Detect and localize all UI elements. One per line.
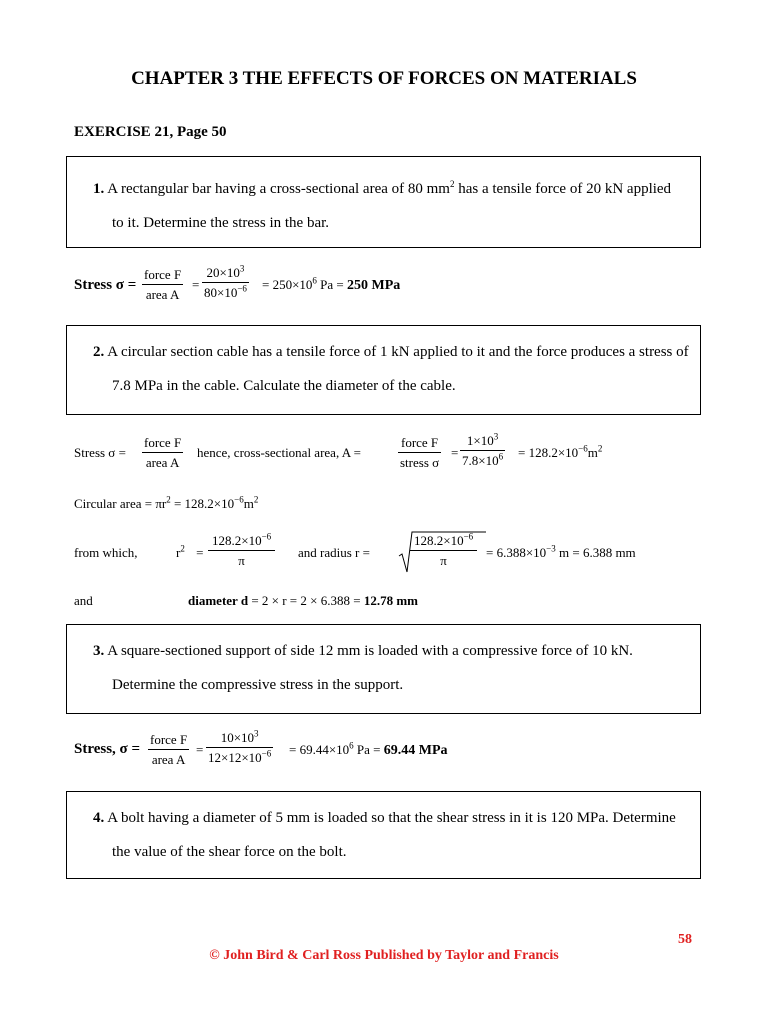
solution-2-radius-result: = $6.388\times 10^{-3}$ m = 6.388 mm bbox=[486, 543, 636, 560]
solution-1-fraction-2: $\frac{20\times 10^3}{80\times 10^{-6}}$ bbox=[204, 263, 247, 300]
solution-2-circular-area: Circular area = $\pi r^2 = 128.2\times 10^{-6}m^2$ bbox=[74, 494, 259, 511]
question-3-line-1: 3. A square-sectioned support of side 12 mm is loaded with a compressive force of 10 kN. bbox=[93, 643, 633, 659]
question-1-line-2: to it. Determine the stress in the bar. bbox=[112, 215, 330, 231]
solution-2-and: and bbox=[74, 593, 93, 608]
solution-2-fraction-4: $\frac{128.2\times 10^{-6}}{\pi}$ bbox=[208, 534, 275, 567]
solution-2-from-which: from which, bbox=[74, 545, 138, 560]
question-2-number: 2. bbox=[93, 344, 105, 360]
solution-1-result: = $250\times 10^6$ Pa = 250 MPa bbox=[262, 275, 401, 293]
question-4-box bbox=[66, 791, 701, 879]
solution-2-fraction-1: force F area A bbox=[144, 435, 182, 470]
question-3-box bbox=[66, 624, 701, 714]
solution-2-and-radius: and radius r = bbox=[298, 545, 370, 560]
solution-2-fraction-5: $\frac{128.2\times 10^{-6}}{\pi}$ bbox=[410, 534, 477, 567]
question-1-box bbox=[66, 156, 701, 248]
question-4-line-2: the value of the shear force on the bolt. bbox=[112, 844, 347, 860]
question-1-line-1: 1. A rectangular bar having a cross-sectional area of 80 $mm^2$ has a tensile force of 20 kN applied bbox=[93, 179, 672, 197]
solution-2-equals-1: = bbox=[451, 445, 459, 460]
solution-2-label: Stress σ = bbox=[74, 445, 126, 460]
question-4-line-1: 4. A bolt having a diameter of 5 mm is loaded so that the shear stress in it is 120 MPa. Determine bbox=[93, 810, 676, 826]
question-1-number: 1. bbox=[93, 181, 105, 197]
solution-3-label: Stress, σ = bbox=[74, 741, 141, 757]
solution-2-diameter: diameter d = 2 × r = 2 × 6.388 = 12.78 mm bbox=[188, 593, 418, 608]
question-2-line-1: 2. A circular section cable has a tensile force of 1 kN applied to it and the force produces a stress of bbox=[93, 344, 689, 360]
solution-2-fraction-2: force F stress σ bbox=[400, 435, 440, 470]
question-2-line-2: 7.8 MPa in the cable. Calculate the diameter of the cable. bbox=[112, 378, 456, 394]
copyright-footer: © John Bird & Carl Ross Published by Taylor and Francis bbox=[209, 948, 559, 963]
solution-3-fraction-1: force F area A bbox=[150, 732, 188, 767]
solution-1-label: Stress σ = bbox=[74, 277, 137, 293]
solution-2-area-result: = $128.2\times 10^{-6}m^2$ bbox=[518, 443, 603, 460]
question-3-line-2: Determine the compressive stress in the support. bbox=[112, 677, 404, 693]
question-3-number: 3. bbox=[93, 643, 105, 659]
solution-3-fraction-2: $\frac{10\times 10^3}{12\times 12\times 10^{-6}}$ bbox=[208, 728, 272, 765]
solution-2-fraction-3: $\frac{1\times 10^3}{7.8\times 10^6}$ bbox=[462, 431, 504, 468]
page-number: 58 bbox=[678, 932, 692, 947]
page-title: CHAPTER 3 THE EFFECTS OF FORCES ON MATERIALS bbox=[131, 68, 637, 89]
solution-3-equals-1: = bbox=[196, 742, 204, 757]
solution-3-result: = $69.44\times 10^6$ Pa = 69.44 MPa bbox=[289, 740, 448, 758]
solution-2-mid-text: hence, cross-sectional area, A = bbox=[197, 445, 361, 460]
solution-1-equals-1: = bbox=[192, 277, 200, 292]
question-2-box bbox=[66, 325, 701, 415]
exercise-heading: EXERCISE 21, Page 50 bbox=[74, 124, 227, 140]
question-4-number: 4. bbox=[93, 810, 105, 826]
solution-2-r-squared: $r^2$ = bbox=[176, 543, 204, 560]
solution-1-fraction-1: force F area A bbox=[144, 267, 182, 302]
